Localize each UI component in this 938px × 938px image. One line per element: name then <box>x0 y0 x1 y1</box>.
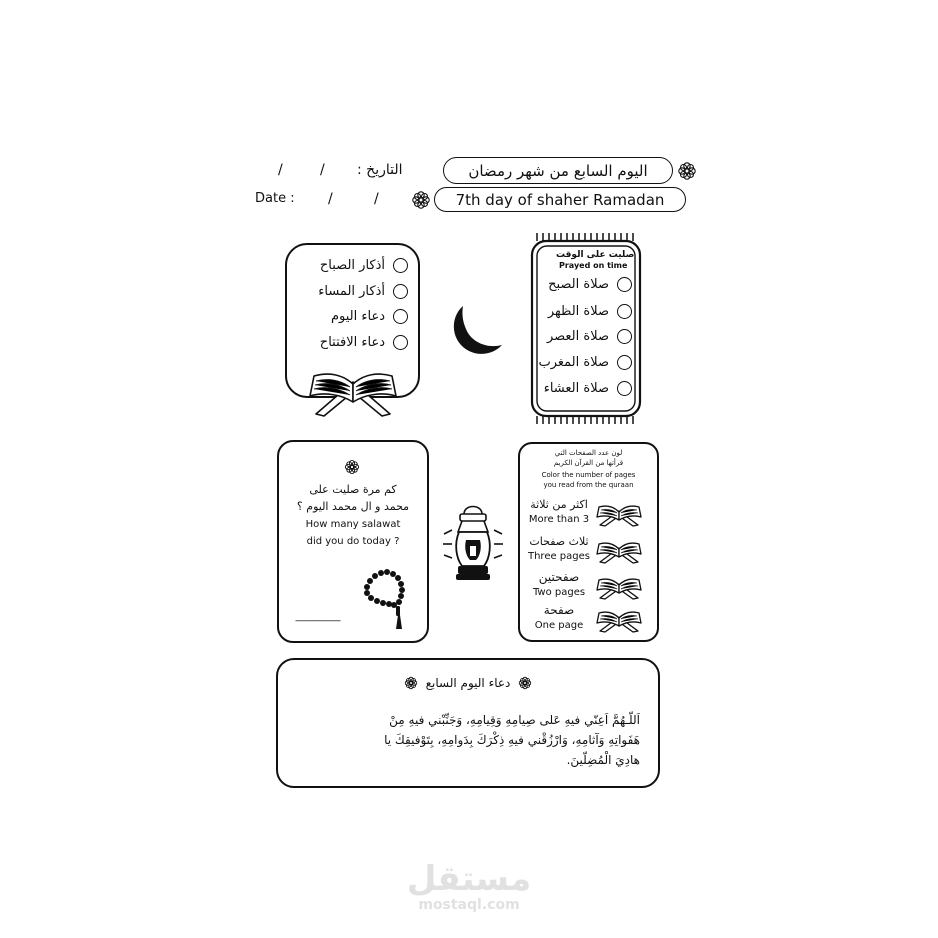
salawat-answer-line[interactable]: -------------------- <box>295 616 340 626</box>
checkbox-circle-icon[interactable] <box>617 304 632 319</box>
adhkar-item-label: دعاء اليوم <box>330 309 385 324</box>
adhkar-item[interactable] <box>331 309 408 324</box>
quran-title-en: you read from the quraan <box>543 481 634 489</box>
arabic-title: اليوم السابع من شهر رمضان <box>468 161 648 180</box>
arabic-title-pill <box>443 157 673 184</box>
quran-level-ar: صفحتين <box>538 570 580 584</box>
dua-title: دعاء اليوم السابع <box>425 676 511 690</box>
flower-icon <box>404 676 418 690</box>
quran-title-ar: قرأتها من القرآن الكريم <box>553 459 624 467</box>
arabic-date-label: التاريخ : <box>357 162 403 178</box>
salawat-question-ar: كم مرة صليت على <box>309 483 397 496</box>
flower-icon <box>677 161 697 181</box>
quran-title-ar: لون عدد الصفحات التي <box>554 449 623 457</box>
prayer-beads-icon <box>356 565 412 635</box>
dua-text-line: هادِيَ الْمُضِلّينَ. <box>566 753 640 767</box>
prayer-item-label: صلاة الظهر <box>547 304 609 319</box>
open-quran-icon[interactable] <box>596 501 642 527</box>
checkbox-circle-icon[interactable] <box>393 284 408 299</box>
checkbox-circle-icon[interactable] <box>393 309 408 324</box>
open-quran-icon <box>306 362 400 418</box>
checkbox-circle-icon[interactable] <box>617 329 632 344</box>
flower-icon <box>518 676 532 690</box>
date-separator: / <box>278 162 283 178</box>
prayers-title-ar: صليت على الوقت <box>556 250 635 260</box>
crescent-moon-icon <box>447 302 505 358</box>
adhkar-item-label: أذكار الصباح <box>319 258 385 273</box>
quran-level-row[interactable] <box>524 534 656 568</box>
open-quran-icon[interactable] <box>596 607 642 633</box>
quran-level-ar: اكثر من ثلاثة <box>530 498 588 511</box>
salawat-question-en: How many salawat <box>305 519 401 530</box>
lantern-icon <box>440 500 506 584</box>
quran-level-row[interactable] <box>524 603 656 637</box>
open-quran-icon[interactable] <box>596 538 642 564</box>
adhkar-item-label: دعاء الافتتاح <box>319 335 385 350</box>
flower-icon <box>411 190 431 210</box>
date-separator: / <box>320 162 325 178</box>
quran-level-en: One page <box>534 620 584 631</box>
adhkar-item[interactable] <box>320 335 408 350</box>
quran-level-row[interactable] <box>524 497 656 531</box>
prayer-item[interactable] <box>538 355 632 370</box>
quran-level-en: More than 3 <box>528 514 590 525</box>
quran-level-ar: صفحة <box>543 603 575 617</box>
date-separator: / <box>374 191 379 207</box>
salawat-question-en: did you do today ? <box>306 536 400 547</box>
prayer-item-label: صلاة العشاء <box>543 381 609 396</box>
date-separator: / <box>328 191 333 207</box>
prayer-item[interactable] <box>548 304 632 319</box>
prayers-title-en: Prayed on time <box>559 261 628 270</box>
quran-level-en: Three pages <box>527 551 590 562</box>
prayer-item-label: صلاة المغرب <box>538 355 609 370</box>
prayer-item[interactable] <box>548 277 632 292</box>
checkbox-circle-icon[interactable] <box>393 335 408 350</box>
quran-level-en: Two pages <box>532 587 586 598</box>
adhkar-item[interactable] <box>318 284 408 299</box>
english-title-pill <box>434 187 686 212</box>
prayer-item[interactable] <box>547 329 632 344</box>
watermark-domain: mostaql.com <box>418 897 520 913</box>
dua-text-line: اَللّـهُمَّ اَعِنّي فيهِ عَلى صِيامِهِ وَقِيامِهِ، وَجَنِّبْني فيهِ مِنْ <box>389 713 640 727</box>
prayer-item-label: صلاة الصبح <box>548 277 609 292</box>
quran-title-en: Color the number of pages <box>541 471 636 479</box>
dua-text-line: هَفَواتِهِ وَآثامِهِ، وَارْزُقْني فيهِ ذِكْرَكَ بِدَوامِهِ، بِتَوْفيقِكَ يا <box>384 733 640 747</box>
adhkar-item-label: أذكار المساء <box>318 284 385 299</box>
quran-level-ar: ثلاث صفحات <box>529 535 589 548</box>
checkbox-circle-icon[interactable] <box>617 381 632 396</box>
checkbox-circle-icon[interactable] <box>617 277 632 292</box>
salawat-question-ar: محمد و ال محمد اليوم ؟ <box>296 500 410 513</box>
flower-icon <box>344 459 360 475</box>
english-date-label: Date : <box>255 191 295 206</box>
prayer-item-label: صلاة العصر <box>546 329 609 344</box>
english-title: 7th day of shaher Ramadan <box>455 190 665 209</box>
watermark-logo: مستقل <box>406 859 532 899</box>
open-quran-icon[interactable] <box>596 574 642 600</box>
quran-level-row[interactable] <box>524 570 656 604</box>
prayer-item[interactable] <box>544 381 632 396</box>
adhkar-item[interactable] <box>320 258 408 273</box>
mostaql-watermark <box>390 860 548 912</box>
checkbox-circle-icon[interactable] <box>617 355 632 370</box>
checkbox-circle-icon[interactable] <box>393 258 408 273</box>
